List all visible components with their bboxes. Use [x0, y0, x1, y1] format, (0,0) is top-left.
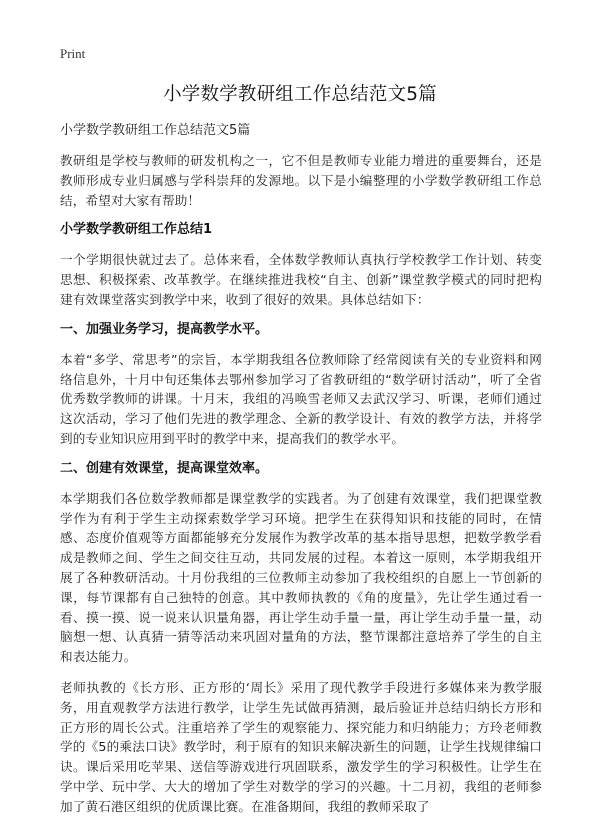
print-link[interactable]: Print [60, 46, 86, 61]
point-1-heading: 一、加强业务学习，提高教学水平。 [60, 321, 269, 337]
point-1-paragraph: 本着“多学、常思考”的宗旨，本学期我组各位教师除了经常阅读有关的专业资料和网络信息外，十月中旬还集体去鄂州参加学习了省教研组的“数学研讨活动”，听了全省优秀数学教师的讲课。十月末，我组的冯唤雪老师又去武汉学习、听课，老师们通过这次活动，学习了他们先进的教学理念、全新的教学设计、有效的教学方法，并将学到的专业知识应用到平时的教学中来，提高我们的教学水平。 [60, 351, 542, 446]
document-title: 小学数学教研组工作总结范文5篇 [163, 84, 437, 105]
point-2-paragraph-continued: 老师执教的《长方形、正方形的‘周长》采用了现代教学手段进行多媒体来为教学服务，用直观教学方法进行教学，让学生先试做再猜测，最后验证并总结归纳长方形和正方形的周长公式。注重培养了学生的观察能力、探究能力和归纳能力；方玲老师教学的《5的乘法口诀》教学时，利于原有的知识来解决新生的问题，让学生找规律编口诀。课后采用吃苹果、送信等游戏进行巩固联系，激发学生的学习积极性。让学生在学中学、玩中学、大大的增加了学生对数学的学习的兴趣。十二月初，我组的老师参加了黄石港区组织的优质课比赛。在准备期间，我组的教师采取了 [60, 679, 542, 814]
document-subtitle: 小学数学教研组工作总结范文5篇 [60, 123, 251, 138]
intro-paragraph: 教研组是学校与教师的研发机构之一，它不但是教师专业能力增进的重要舞台，还是教师形成专业归属感与学科崇拜的发源地。以下是小编整理的小学数学教研组工作总结，希望对大家有帮助！ [60, 153, 542, 208]
document-body [60, 122, 542, 828]
section-1-intro-paragraph: 一个学期很快就过去了。总体来看，全体数学教师认真执行学校教学工作计划、转变思想、积极探索、改革教学。在继续推进我校“自主、创新”课堂教学模式的同时把构建有效课堂落实到教学中来，收到了很好的效果。具体总结如下： [60, 252, 542, 307]
point-2-heading: 二、创建有效课堂，提高课堂效率。 [60, 460, 269, 476]
point-2-paragraph: 本学期我们各位数学教师都是课堂教学的实践者。为了创建有效课堂，我们把课堂教学作为有利于学生主动探索数学学习环境。把学生在获得知识和技能的同时，在情感、态度价值观等方面都能够充分发展作为教学改革的基本指导思想，把数学教学看成是教师之间、学生之间交往互动，共同发展的过程。本着这一原则，本学期我组开展了各种教研活动。十月份我组的三位教师主动参加了我校组织的自愿上一节创新的课，每节课都有自己独特的创意。其中教师执教的《角的度量》，先让学生通过看一看、摸一摸、说一说来认识量角器，再让学生动手量一量，再让学生动手量一量，动脑想一想、认真猜一猜等活动来巩固对量角的方法，整节课都注意培养了学生的自主和表达能力。 [60, 490, 542, 665]
section-heading-1: 小学数学教研组工作总结1 [60, 222, 213, 238]
